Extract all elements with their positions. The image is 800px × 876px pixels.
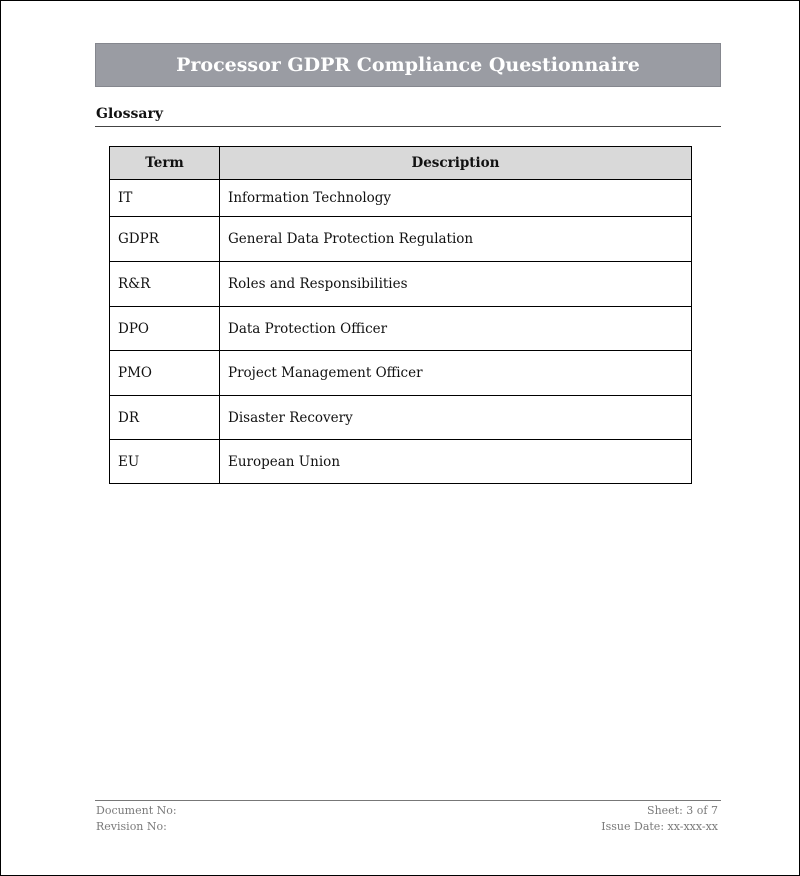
term-cell: IT (110, 180, 220, 217)
description-cell: Disaster Recovery (220, 396, 692, 440)
table-header-row (110, 147, 692, 180)
description-cell: General Data Protection Regulation (220, 217, 692, 262)
table-row (110, 396, 692, 440)
description-cell: Information Technology (220, 180, 692, 217)
table-row (110, 351, 692, 396)
sheet-number: Sheet: 3 of 7 (647, 804, 718, 817)
footer-left (96, 803, 177, 835)
table-row (110, 440, 692, 484)
document-title: Processor GDPR Compliance Questionnaire (176, 54, 640, 76)
term-cell: EU (110, 440, 220, 484)
document-title-bar (95, 43, 721, 87)
issue-date: Issue Date: xx-xxx-xx (601, 820, 718, 833)
term-cell: DR (110, 396, 220, 440)
document-number-label: Document No: (96, 804, 177, 817)
table-row (110, 217, 692, 262)
section-heading-glossary: Glossary (96, 106, 163, 122)
revision-number-label: Revision No: (96, 820, 167, 833)
footer-right (601, 803, 718, 835)
table-row (110, 307, 692, 351)
term-cell: R&R (110, 262, 220, 307)
table-row (110, 262, 692, 307)
table-row (110, 180, 692, 217)
description-cell: Roles and Responsibilities (220, 262, 692, 307)
term-cell: DPO (110, 307, 220, 351)
column-header-description: Description (220, 147, 692, 180)
section-divider (95, 126, 721, 127)
description-cell: Data Protection Officer (220, 307, 692, 351)
footer-divider (95, 800, 721, 801)
term-cell: GDPR (110, 217, 220, 262)
column-header-term: Term (110, 147, 220, 180)
description-cell: European Union (220, 440, 692, 484)
description-cell: Project Management Officer (220, 351, 692, 396)
glossary-table (109, 146, 692, 484)
term-cell: PMO (110, 351, 220, 396)
